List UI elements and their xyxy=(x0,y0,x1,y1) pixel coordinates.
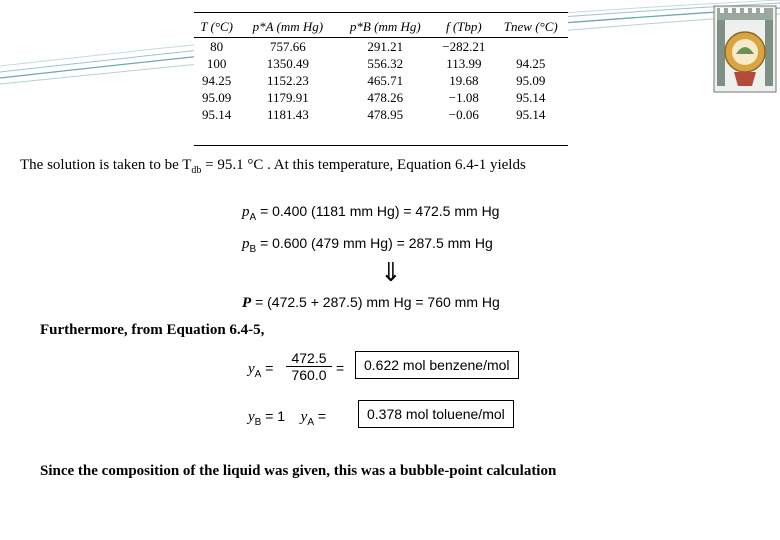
column-header: p*B (mm Hg) xyxy=(337,13,435,38)
table-row xyxy=(194,55,568,72)
table-cell: 80 xyxy=(210,39,224,54)
table-cell: 95.14 xyxy=(201,107,232,122)
table-header-row xyxy=(194,13,568,38)
table-cell: 757.66 xyxy=(269,39,306,54)
pa-equation-text: = 0.400 (1181 mm Hg) = 472.5 mm Hg xyxy=(260,203,500,219)
yb-result-box: 0.378 mol toluene/mol xyxy=(358,400,514,428)
table-cell: −282.21 xyxy=(442,39,486,54)
table-row xyxy=(194,106,568,123)
table-cell: −1.08 xyxy=(448,90,479,105)
table-cell: 291.21 xyxy=(367,39,404,54)
table-cell: 113.99 xyxy=(446,56,482,71)
table-cell: 1350.49 xyxy=(266,56,309,71)
intro-subscript: db xyxy=(191,165,202,176)
ya-fraction xyxy=(286,350,332,383)
total-pressure-equation: P = (472.5 + 287.5) mm Hg = 760 mm Hg xyxy=(242,294,500,311)
ya-result-box: 0.622 mol benzene/mol xyxy=(355,351,519,379)
table-cell: 478.95 xyxy=(367,107,404,122)
column-header: T (°C) xyxy=(194,13,239,38)
conclusion-text: Since the composition of the liquid was given, this was a bubble-point calculation xyxy=(40,463,557,479)
table-cell: 95.09 xyxy=(516,73,546,88)
table-cell: 19.68 xyxy=(449,73,479,88)
ya-label: $y_A$ = xyxy=(248,360,274,380)
table-cell: 1179.91 xyxy=(266,90,309,105)
ya-equals: = xyxy=(336,360,345,376)
table-cell: 100 xyxy=(206,56,227,71)
intro-sentence xyxy=(20,157,526,176)
column-header: p*A (mm Hg) xyxy=(239,13,336,38)
pb-equation-text: = 0.600 (479 mm Hg) = 287.5 mm Hg xyxy=(260,235,493,251)
column-header: Tnew (°C) xyxy=(494,13,568,38)
table-cell: 556.32 xyxy=(367,56,404,71)
table-row xyxy=(194,89,568,106)
double-down-arrow-icon: ⇓ xyxy=(380,258,402,288)
pa-equation: $p_A = 0.400$ (1181 mm Hg) = 472.5 mm Hg xyxy=(242,203,500,223)
yb-equation: $y_B = 1$ $y_A$ = xyxy=(248,408,327,428)
table-row xyxy=(194,38,568,56)
table-cell: 95.14 xyxy=(516,90,546,105)
intro-text-after: = 95.1 °C . At this temperature, Equation 6.4-1 yields xyxy=(201,157,526,173)
bubble-point-iteration-table xyxy=(194,12,568,146)
table-cell: 94.25 xyxy=(516,56,546,71)
table-cell: 94.25 xyxy=(201,73,232,88)
table-cell: 95.14 xyxy=(516,107,546,122)
ya-denominator: 760.0 xyxy=(291,367,327,383)
table-cell: 465.71 xyxy=(367,73,404,88)
furthermore-text: Furthermore, from Equation 6.4-5, xyxy=(40,322,265,338)
yb-expression: = 1 xyxy=(265,408,286,424)
column-header: f (Tbp) xyxy=(434,13,493,38)
university-logo-icon xyxy=(712,2,778,94)
table-cell: 1152.23 xyxy=(266,73,309,88)
table-cell: −0.06 xyxy=(448,107,479,122)
table-cell xyxy=(494,38,568,56)
table-row xyxy=(194,72,568,89)
pb-equation: $p_B = 0.600$ (479 mm Hg) = 287.5 mm Hg xyxy=(242,235,493,255)
table-cell: 1181.43 xyxy=(266,107,309,122)
table-cell: 478.26 xyxy=(367,90,404,105)
total-pressure-text: = (472.5 + 287.5) mm Hg = 760 mm Hg xyxy=(255,294,500,310)
intro-text-before: The solution is taken to be T xyxy=(20,157,192,173)
table-cell: 95.09 xyxy=(201,90,232,105)
ya-numerator: 472.5 xyxy=(286,350,332,367)
